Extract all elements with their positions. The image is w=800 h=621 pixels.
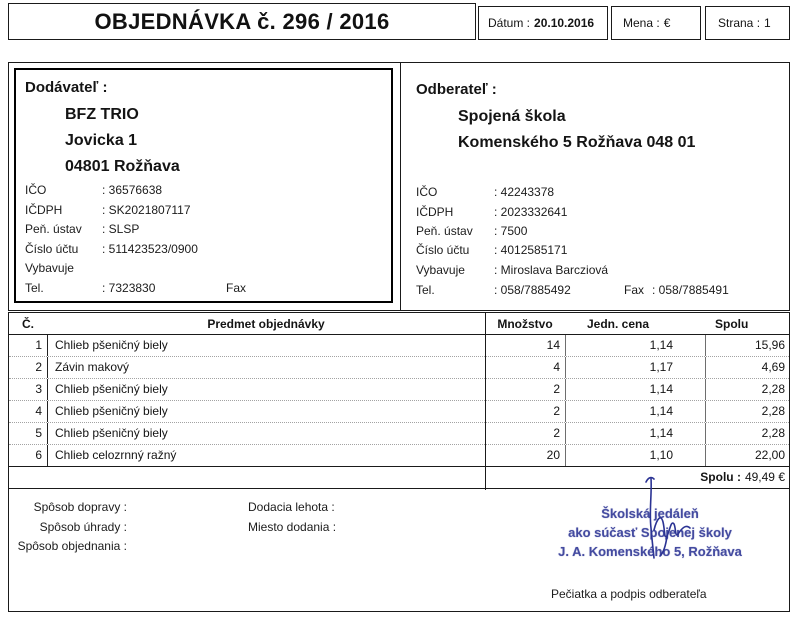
customer-contact-label: Vybavuje bbox=[416, 263, 465, 277]
supplier-icdph-label: IČDPH bbox=[25, 203, 63, 217]
supplier-account-value: : 511423523/0900 bbox=[102, 242, 198, 256]
row-number: 3 bbox=[35, 382, 42, 396]
row-quantity: 2 bbox=[553, 382, 560, 396]
supplier-street: Jovicka 1 bbox=[65, 132, 138, 149]
customer-icdph-label: IČDPH bbox=[416, 205, 454, 219]
customer-fax-value: : 058/7885491 bbox=[652, 283, 729, 297]
header-item: Predmet objednávky bbox=[207, 317, 325, 331]
signature-stroke bbox=[646, 478, 654, 482]
customer-ico-value: : 42243378 bbox=[494, 185, 555, 199]
header-quantity: Množstvo bbox=[497, 317, 553, 331]
signature-stroke bbox=[660, 536, 667, 556]
title-box bbox=[8, 3, 476, 40]
table-row bbox=[9, 379, 789, 401]
customer-name: Spojená škola bbox=[458, 108, 566, 125]
stamp-line: ako súčasť Spojenej školy bbox=[568, 525, 732, 540]
stamp-line: Školská jedáleň bbox=[601, 506, 699, 521]
date-label: Dátum : bbox=[488, 16, 531, 30]
row-unit-price: 1,14 bbox=[565, 379, 705, 400]
row-number: 6 bbox=[35, 448, 42, 462]
signature-stroke bbox=[654, 518, 690, 537]
row-number: 2 bbox=[35, 360, 42, 374]
header-total: Spolu bbox=[715, 317, 749, 331]
grand-total-label: Spolu : bbox=[700, 470, 741, 484]
table-row bbox=[9, 423, 789, 445]
row-quantity: 14 bbox=[546, 338, 560, 352]
customer-address: Komenského 5 Rožňava 048 01 bbox=[458, 134, 696, 151]
currency-box bbox=[611, 6, 701, 40]
supplier-ico-label: IČO bbox=[25, 183, 47, 197]
payment-method-label: Spôsob úhrady : bbox=[39, 520, 127, 534]
signature-caption: Pečiatka a podpis odberateľa bbox=[551, 587, 707, 601]
delivery-place-label: Miesto dodania : bbox=[248, 520, 337, 534]
customer-bank-label: Peň. ústav bbox=[416, 224, 473, 238]
supplier-bank-value: : SLSP bbox=[102, 222, 140, 236]
stamp-line: J. A. Komenského 5, Rožňava bbox=[558, 544, 742, 559]
parties-divider bbox=[400, 62, 401, 311]
customer-tel-label: Tel. bbox=[416, 283, 435, 297]
supplier-name: BFZ TRIO bbox=[65, 106, 139, 123]
document-title: OBJEDNÁVKA č. 296 / 2016 bbox=[94, 9, 390, 34]
date-value: 20.10.2016 bbox=[534, 16, 595, 30]
supplier-bank-label: Peň. ústav bbox=[25, 222, 82, 236]
customer-fax-label: Fax bbox=[624, 283, 645, 297]
table-row bbox=[9, 445, 789, 467]
supplier-tel-label: Tel. bbox=[25, 281, 44, 295]
page-value: 1 bbox=[764, 16, 771, 30]
grand-total-value: 49,49 € bbox=[744, 470, 785, 484]
page-number-field bbox=[718, 7, 771, 39]
table-header bbox=[9, 313, 789, 335]
row-quantity: 20 bbox=[546, 448, 560, 462]
customer-contact-value: : Miroslava Barcziová bbox=[494, 263, 609, 277]
transport-method-label: Spôsob dopravy : bbox=[33, 500, 127, 514]
date-field bbox=[488, 7, 594, 39]
supplier-fax-label: Fax bbox=[226, 281, 247, 295]
row-item: Závin makový bbox=[47, 357, 485, 378]
row-item: Chlieb pšeničný biely bbox=[47, 379, 485, 400]
row-unit-price: 1,17 bbox=[565, 357, 705, 378]
currency-label: Mena : bbox=[623, 16, 660, 30]
row-unit-price: 1,14 bbox=[565, 401, 705, 422]
row-number: 5 bbox=[35, 426, 42, 440]
supplier-contact-label: Vybavuje bbox=[25, 261, 74, 275]
delivery-time-label: Dodacia lehota : bbox=[248, 500, 335, 514]
row-total: 15,96 bbox=[705, 335, 789, 356]
supplier-heading: Dodávateľ : bbox=[25, 79, 108, 96]
currency-field bbox=[623, 7, 670, 39]
row-total: 22,00 bbox=[705, 445, 789, 466]
grand-total-spacer bbox=[9, 467, 485, 488]
signature-strokes bbox=[646, 478, 690, 558]
header-unit-price: Jedn. cena bbox=[587, 317, 650, 331]
supplier-ico-value: : 36576638 bbox=[102, 183, 163, 197]
row-item: Chlieb celozrnný ražný bbox=[47, 445, 485, 466]
date-box bbox=[478, 6, 608, 40]
ordering-method-label: Spôsob objednania : bbox=[17, 539, 127, 553]
row-item: Chlieb pšeničný biely bbox=[47, 335, 485, 356]
row-number: 4 bbox=[35, 404, 42, 418]
signature-stroke bbox=[650, 478, 654, 558]
row-unit-price: 1,14 bbox=[565, 335, 705, 356]
row-unit-price: 1,10 bbox=[565, 445, 705, 466]
currency-value: € bbox=[663, 16, 671, 30]
customer-account-label: Číslo účtu bbox=[416, 243, 470, 257]
row-total: 4,69 bbox=[705, 357, 789, 378]
row-unit-price: 1,14 bbox=[565, 423, 705, 444]
table-row bbox=[9, 335, 789, 357]
page-label: Strana : bbox=[718, 16, 761, 30]
supplier-tel-value: : 7323830 bbox=[102, 281, 156, 295]
customer-account-value: : 4012585171 bbox=[494, 243, 568, 257]
header-number: Č. bbox=[22, 317, 34, 331]
table-row bbox=[9, 357, 789, 379]
supplier-city: 04801 Rožňava bbox=[65, 158, 180, 175]
customer-heading: Odberateľ : bbox=[416, 81, 497, 98]
page-number-box bbox=[705, 6, 790, 40]
row-quantity: 4 bbox=[553, 360, 560, 374]
customer-icdph-value: : 2023332641 bbox=[494, 205, 568, 219]
row-quantity: 2 bbox=[553, 426, 560, 440]
table-row bbox=[9, 401, 789, 423]
customer-ico-label: IČO bbox=[416, 185, 438, 199]
row-quantity: 2 bbox=[553, 404, 560, 418]
supplier-account-label: Číslo účtu bbox=[25, 242, 79, 256]
signature bbox=[620, 470, 710, 570]
items-table bbox=[9, 313, 789, 489]
row-item: Chlieb pšeničný biely bbox=[47, 401, 485, 422]
row-total: 2,28 bbox=[705, 423, 789, 444]
row-total: 2,28 bbox=[705, 401, 789, 422]
row-number: 1 bbox=[35, 338, 42, 352]
row-item: Chlieb pšeničný biely bbox=[47, 423, 485, 444]
supplier-icdph-value: : SK2021807117 bbox=[102, 203, 191, 217]
customer-tel-value: : 058/7885492 bbox=[494, 283, 571, 297]
row-total: 2,28 bbox=[705, 379, 789, 400]
customer-bank-value: : 7500 bbox=[494, 224, 528, 238]
